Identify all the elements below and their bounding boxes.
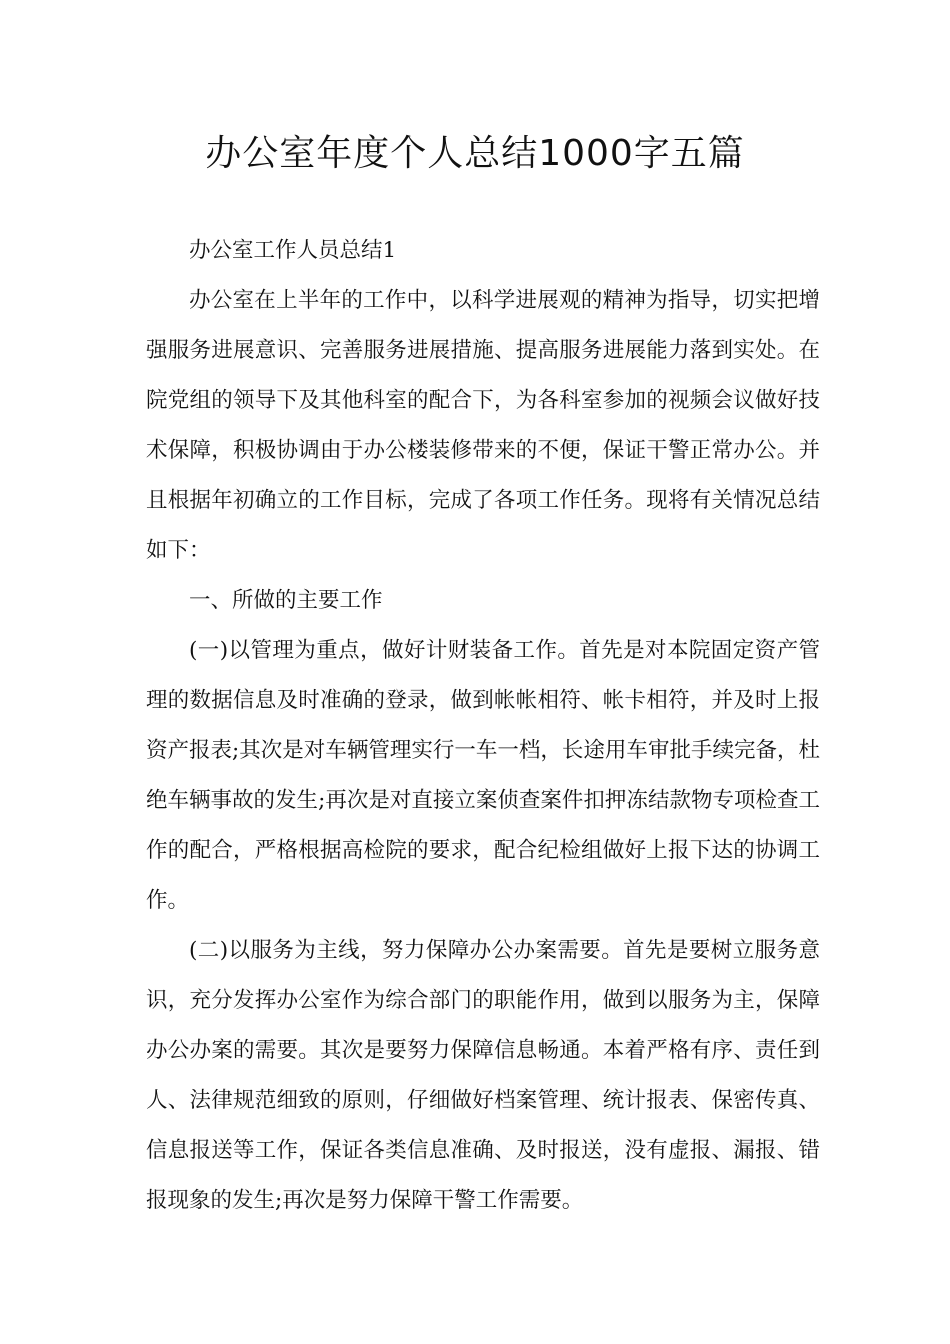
paragraph-item-1: (一)以管理为重点，做好计财装备工作。首先是对本院固定资产管理的数据信息及时准确的登录，做到帐帐相符、帐卡相符，并及时上报资产报表;其次是对车辆管理实行一车一档，长途用车审批手续完备，杜绝车辆事故的发生;再次是对直接立案侦查案件扣押冻结款物专项检查工作的配合，严格根据高检院的要求，配合纪检组做好上报下达的协调工作。 (146, 638, 820, 913)
paragraph-intro: 办公室在上半年的工作中，以科学进展观的精神为指导，切实把增强服务进展意识、完善服务进展措施、提高服务进展能力落到实处。在院党组的领导下及其他科室的配合下，为各科室参加的视频会议做好技术保障，积极协调由于办公楼装修带来的不便，保证干警正常办公。并且根据年初确立的工作目标，完成了各项工作任务。现将有关情况总结如下： (146, 288, 820, 563)
paragraph-item-2: (二)以服务为主线，努力保障办公办案需要。首先是要树立服务意识，充分发挥办公室作为综合部门的职能作用，做到以服务为主，保障办公办案的需要。其次是要努力保障信息畅通。本着严格有序、责任到人、法律规范细致的原则，仔细做好档案管理、统计报表、保密传真、信息报送等工作，保证各类信息准确、及时报送，没有虚报、漏报、错报现象的发生;再次是努力保障干警工作需要。 (146, 938, 820, 1213)
section-heading-main-work: 一、所做的主要工作 (189, 588, 383, 613)
document-title: 办公室年度个人总结1000字五篇 (205, 133, 745, 174)
document-body (146, 226, 820, 1226)
section-heading: 办公室工作人员总结1 (189, 238, 397, 263)
